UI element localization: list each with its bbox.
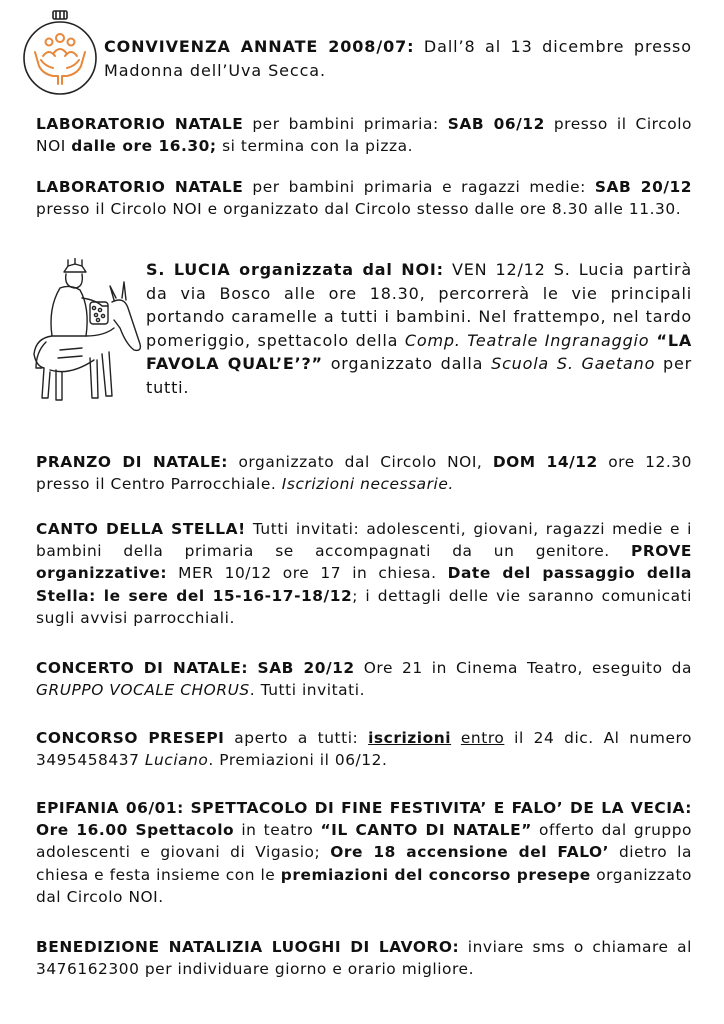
epifania-paragraph: EPIFANIA 06/01: SPETTACOLO DI FINE FESTIVITA’ E FALO’ DE LA VECIA: Ore 16.00 Spettacolo in teatro “IL CANTO DI NATALE” offerto dal gruppo adolescenti e giovani di Vigasio; Ore 18 accensione del FALO’ dietro la chiesa e festa insieme con le premiazioni del concorso presepe organizzato dal Circolo NOI. (36, 799, 692, 906)
benedizione-paragraph: BENEDIZIONE NATALIZIA LUOGHI DI LAVORO: inviare sms o chiamare al 3476162300 per individuare giorno e orario migliore. (36, 938, 692, 979)
canto-stella-paragraph: CANTO DELLA STELLA! Tutti invitati: adolescenti, giovani, ragazzi medie e i bambini della primaria se accompagnati da un genitore. PROVE organizzative: MER 10/12 ore 17 in chiesa. Date del passaggio della Stella: le sere del 15-16-17-18/12; i dettagli delle vie saranno comunicati sugli avvisi parrocchiali. (36, 520, 693, 627)
laboratorio-1-title: LABORATORIO NATALE (36, 115, 244, 133)
laboratorio-natale-2-paragraph: LABORATORIO NATALE per bambini primaria e ragazzi medie: SAB 20/12 presso il Circolo NOI e organizzato dal Circolo stesso dalle ore 8.30 alle 11.30. (36, 178, 693, 219)
convivenza-paragraph: CONVIVENZA ANNATE 2008/07: Dall’8 al 13 dicembre presso Madonna dell’Uva Secca. (104, 37, 692, 80)
laboratorio-natale-1-paragraph: LABORATORIO NATALE per bambini primaria: SAB 06/12 presso il Circolo NOI dalle ore 16.30; si termina con la pizza. (36, 115, 692, 156)
concerto-title: CONCERTO DI NATALE: SAB 20/12 (36, 659, 355, 677)
pranzo-title: PRANZO DI NATALE: (36, 453, 229, 471)
santa-lucia-donkey-icon (30, 258, 145, 408)
canto-title: CANTO DELLA STELLA! (36, 520, 246, 538)
epifania-title: EPIFANIA 06/01: SPETTACOLO DI FINE FESTIVITA’ E FALO’ DE LA VECIA: Ore 16.00 Spettacolo (36, 799, 692, 840)
concorso-presepi-paragraph: CONCORSO PRESEPI aperto a tutti: iscrizioni entro il 24 dic. Al numero 3495458437 Luciano. Premiazioni il 06/12. (36, 729, 692, 770)
presepi-title: CONCORSO PRESEPI (36, 729, 225, 747)
santa-lucia-paragraph: S. LUCIA organizzata dal NOI: VEN 12/12 S. Lucia partirà da via Bosco alle ore 18.30, percorrerà le vie principali portando caramelle a tutti i bambini. Nel frattempo, nel tardo pomeriggio, spettacolo della Comp. Teatrale Ingranaggio “LA FAVOLA QUAL’E’?” organizzato dalla Scuola S. Gaetano per tutti. (146, 260, 692, 397)
benedizione-title: BENEDIZIONE NATALIZIA LUOGHI DI LAVORO: (36, 938, 460, 956)
community-hands-ornament-icon (21, 8, 99, 98)
laboratorio-2-title: LABORATORIO NATALE (36, 178, 244, 196)
santa-lucia-title: S. LUCIA organizzata dal NOI: (146, 260, 444, 279)
pranzo-natale-paragraph: PRANZO DI NATALE: organizzato dal Circolo NOI, DOM 14/12 ore 12.30 presso il Centro Parrocchiale. Iscrizioni necessarie. (36, 453, 692, 494)
convivenza-title: CONVIVENZA ANNATE 2008/07: (104, 37, 415, 56)
concerto-natale-paragraph: CONCERTO DI NATALE: SAB 20/12 Ore 21 in Cinema Teatro, eseguito da GRUPPO VOCALE CHORUS. Tutti invitati. (36, 659, 692, 700)
